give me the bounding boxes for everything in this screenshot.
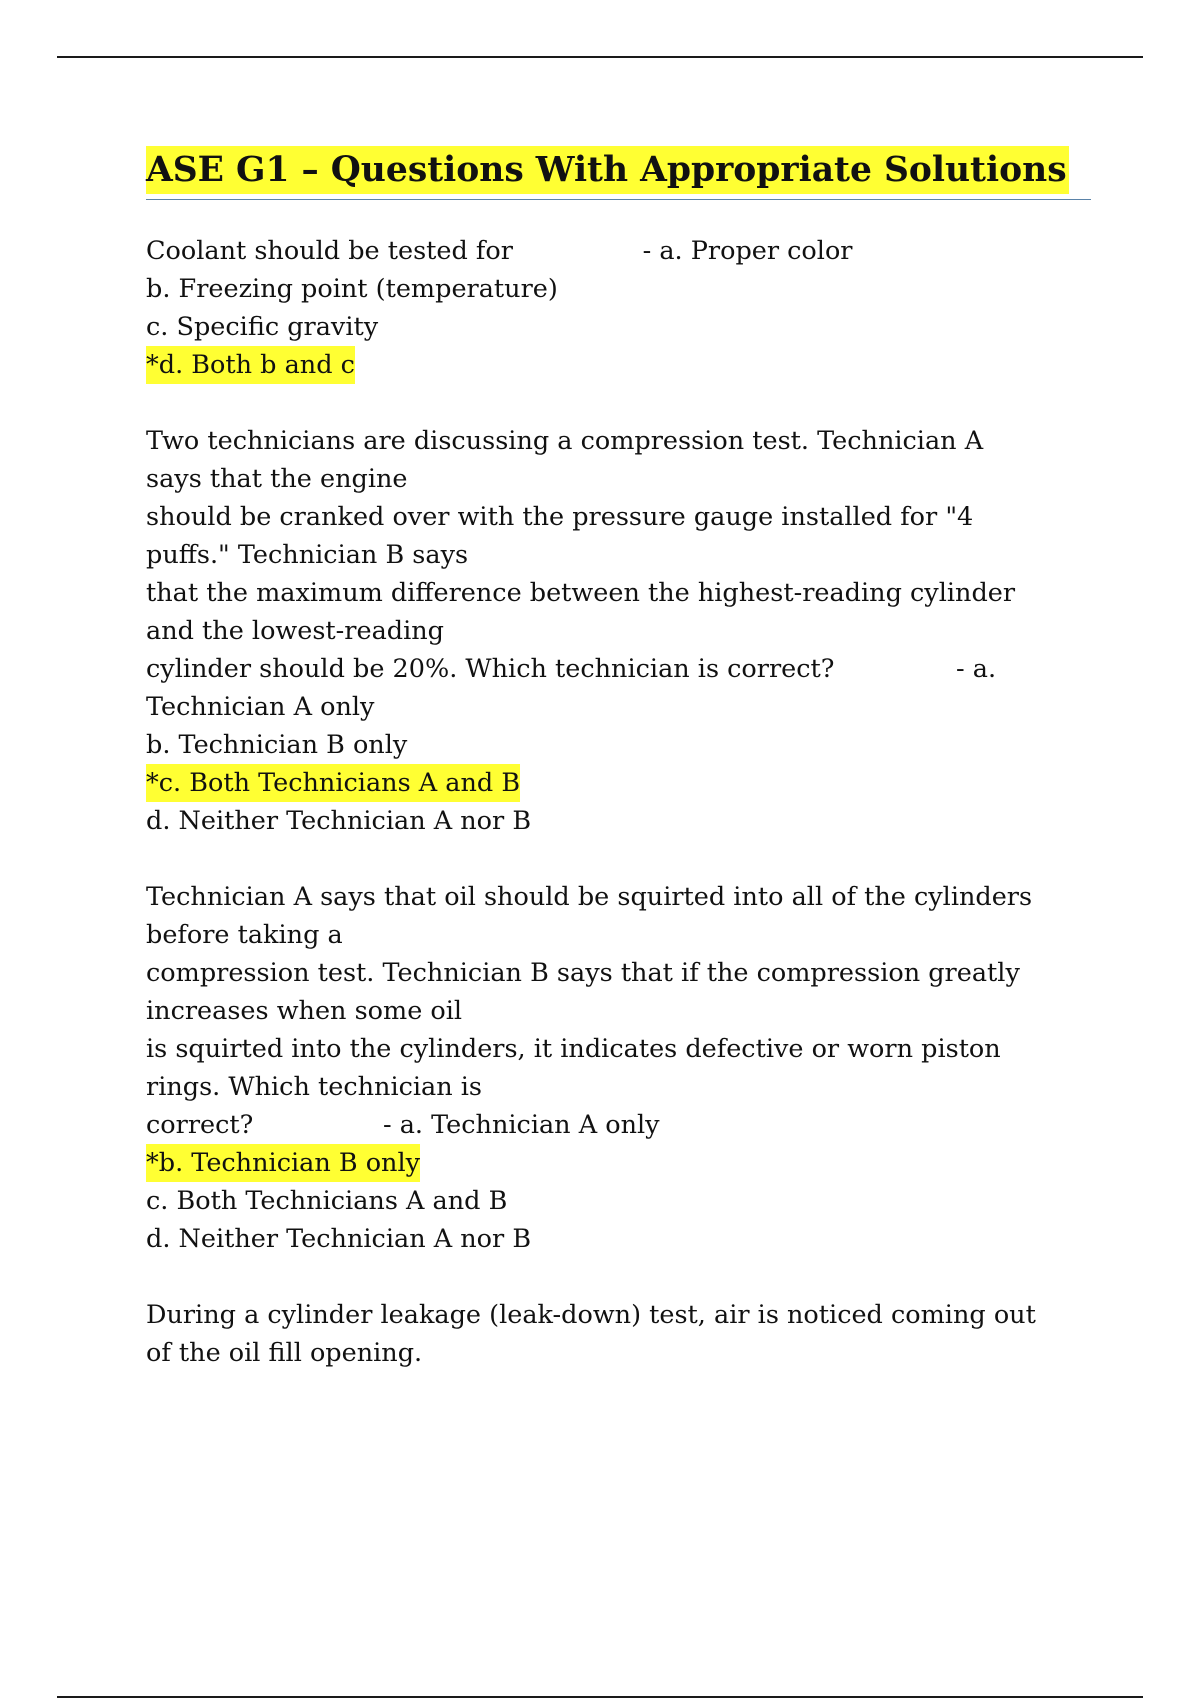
question-line: Coolant should be tested for - a. Proper color bbox=[146, 236, 853, 266]
option-line: d. Neither Technician A nor B bbox=[146, 806, 532, 836]
question-line: correct? - a. Technician A only bbox=[146, 1110, 660, 1140]
correct-answer-line bbox=[146, 764, 1091, 802]
question-line: is squirted into the cylinders, it indicates defective or worn piston bbox=[146, 1034, 1001, 1064]
question-line: Technician A says that oil should be squirted into all of the cylinders bbox=[146, 882, 1033, 912]
question-line: that the maximum difference between the highest-reading cylinder bbox=[146, 578, 1016, 608]
option-line: b. Freezing point (temperature) bbox=[146, 274, 558, 304]
question-gap bbox=[146, 840, 1091, 878]
question-1 bbox=[146, 232, 1091, 384]
title-block bbox=[146, 146, 1091, 200]
question-line: Two technicians are discussing a compression test. Technician A bbox=[146, 426, 984, 456]
correct-answer-line bbox=[146, 1144, 1091, 1182]
option-line: d. Neither Technician A nor B bbox=[146, 1224, 532, 1254]
correct-answer: *d. Both b and c bbox=[146, 346, 355, 384]
question-3 bbox=[146, 878, 1091, 1258]
correct-answer: *c. Both Technicians A and B bbox=[146, 764, 520, 802]
question-line: and the lowest-reading bbox=[146, 616, 445, 646]
correct-answer-line bbox=[146, 346, 1091, 384]
question-gap bbox=[146, 384, 1091, 422]
question-gap bbox=[146, 1258, 1091, 1296]
document-content bbox=[146, 146, 1091, 1372]
option-line: Technician A only bbox=[146, 692, 375, 722]
question-line: of the oil fill opening. bbox=[146, 1338, 423, 1368]
question-line: During a cylinder leakage (leak-down) test, air is noticed coming out bbox=[146, 1300, 1036, 1330]
question-line: should be cranked over with the pressure gauge installed for "4 bbox=[146, 502, 974, 532]
option-line: c. Both Technicians A and B bbox=[146, 1186, 508, 1216]
question-line: says that the engine bbox=[146, 464, 408, 494]
option-line: c. Specific gravity bbox=[146, 312, 379, 342]
question-line: before taking a bbox=[146, 920, 343, 950]
top-rule bbox=[57, 56, 1143, 58]
correct-answer: *b. Technician B only bbox=[146, 1144, 420, 1182]
bottom-rule bbox=[57, 1696, 1143, 1698]
question-line: cylinder should be 20%. Which technician is correct? - a. bbox=[146, 654, 997, 684]
question-line: increases when some oil bbox=[146, 996, 463, 1026]
question-2 bbox=[146, 422, 1091, 840]
question-line: compression test. Technician B says that if the compression greatly bbox=[146, 958, 1020, 988]
question-4 bbox=[146, 1296, 1091, 1372]
option-line: b. Technician B only bbox=[146, 730, 408, 760]
question-line: puffs." Technician B says bbox=[146, 540, 469, 570]
document-title: ASE G1 – Questions With Appropriate Solutions bbox=[146, 146, 1069, 194]
question-line: rings. Which technician is bbox=[146, 1072, 483, 1102]
